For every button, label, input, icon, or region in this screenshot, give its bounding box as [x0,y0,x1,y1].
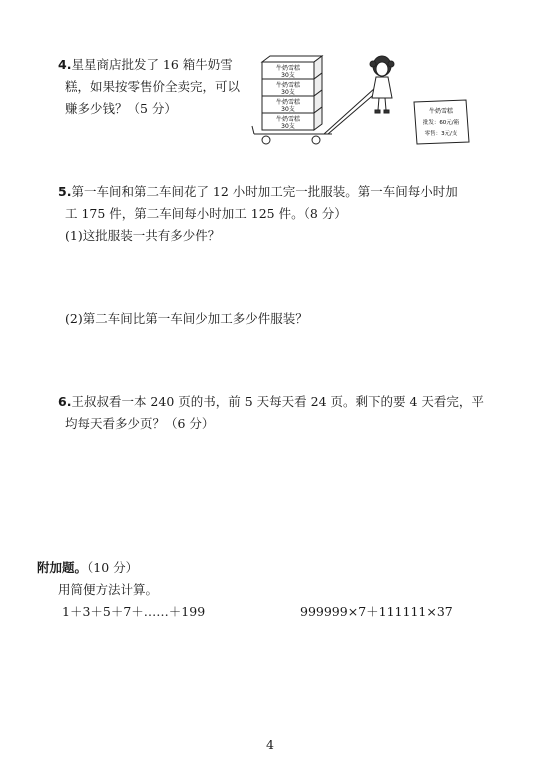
bonus-heading [37,559,138,577]
page-number: 4 [266,737,274,752]
question-6-line2: 均每天看多少页？（6 分） [65,416,215,431]
question-4-illustration [248,50,473,150]
bonus-title: 附加题。 [37,560,88,575]
box-4-label: 牛奶雪糕 [275,116,301,123]
box-2-count: 30支 [281,89,295,96]
bonus-expression-2: 999999×7＋111111×37 [300,604,453,619]
girl-figure [370,56,394,113]
box-2-label: 牛奶雪糕 [275,82,301,89]
box-3-count: 30支 [281,106,295,113]
price-tag-wholesale: 批发：60元/箱 [422,120,460,126]
bonus-expression-1: 1＋3＋5＋7＋……＋199 [62,604,206,619]
question-5-sub2: (2)第二车间比第一车间少加工多少件服装？ [65,311,308,326]
box-stack [262,56,322,130]
bonus-instruction: 用简便方法计算。 [58,582,159,597]
price-tag-title: 牛奶雪糕 [428,108,454,115]
question-5-line2: 工 175 件，第二车间每小时加工 125 件。（8 分） [65,206,347,221]
price-tag-retail: 零售：3元/支 [424,131,458,137]
price-tag [414,100,469,144]
question-5-number: 5. [58,184,72,199]
question-4-line1: 4.星星商店批发了 16 箱牛奶雪 [58,57,233,72]
box-1-label: 牛奶雪糕 [275,65,301,72]
box-1 [262,56,322,79]
question-4-line2: 糕，如果按零售价全卖完，可以 [65,79,241,94]
question-6-number: 6. [58,394,72,409]
box-1-count: 30支 [281,72,295,79]
question-4-number: 4. [58,57,72,72]
bonus-points: （10 分） [87,560,139,575]
question-6-line1: 6.王叔叔看一本 240 页的书，前 5 天每天看 24 页。剩下的要 4 天看完，平 [58,394,484,409]
question-5-sub1: (1)这批服装一共有多少件？ [65,228,221,243]
box-3-label: 牛奶雪糕 [275,99,301,106]
question-4-line3: 赚多少钱？（5 分） [65,101,177,116]
box-4-count: 30支 [281,123,295,130]
question-5-line1: 5.第一车间和第二车间花了 12 小时加工完一批服装。第一车间每小时加 [58,184,458,199]
